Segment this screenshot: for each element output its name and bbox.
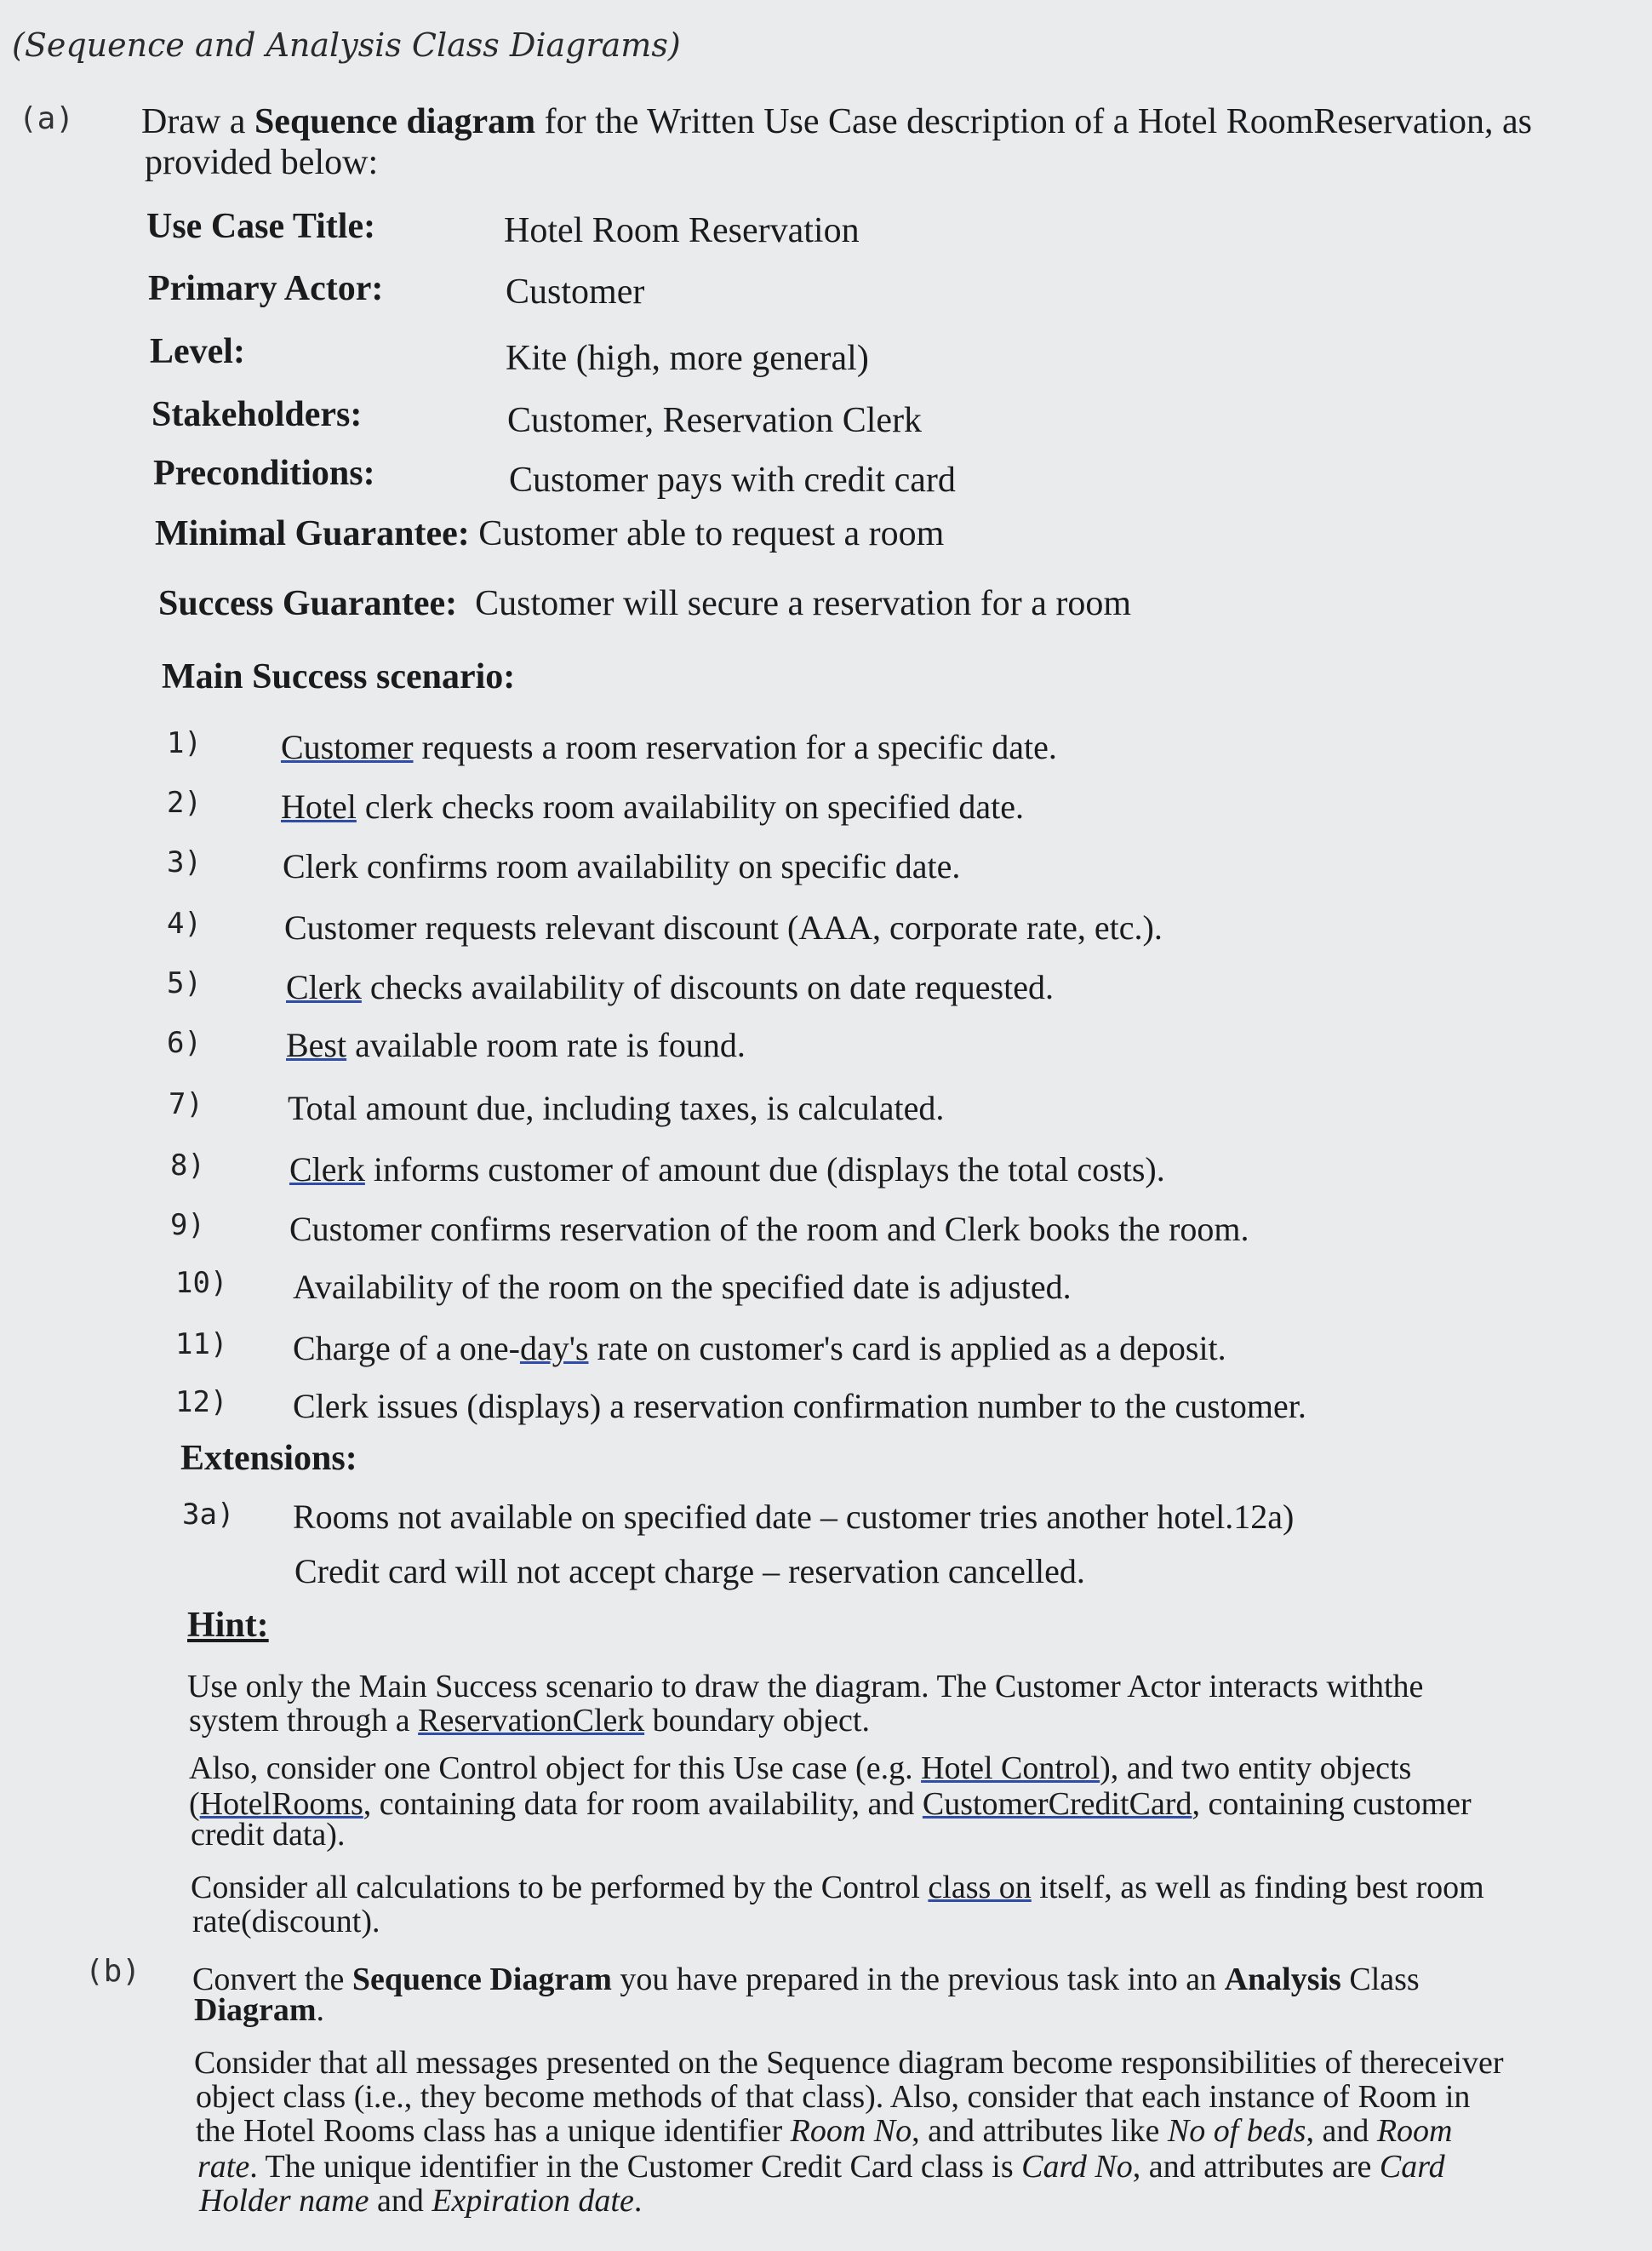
scenario-title: Main Success scenario: [162, 657, 516, 696]
field-label: Stakeholders: [151, 395, 363, 434]
hint-underlined: Hotel Control [921, 1750, 1100, 1786]
hint-text: boundary object. [644, 1703, 870, 1738]
step-number: 2) [167, 786, 202, 820]
step-underlined: Customer [281, 728, 414, 766]
extensions-title: Extensions: [180, 1439, 357, 1478]
hint-line [189, 1704, 870, 1737]
step-number: 8) [170, 1148, 205, 1183]
extension-line: Credit card will not accept charge – reservation cancelled. [294, 1552, 1085, 1590]
part-b-line2 [194, 1994, 324, 2026]
step-number: 9) [170, 1208, 205, 1242]
field-value: Customer pays with credit card [509, 461, 956, 500]
hint-underlined: class on [928, 1870, 1032, 1905]
hint-text: ( [189, 1786, 200, 1822]
hint-text: Consider all calculations to be performed by the Control [191, 1870, 929, 1905]
field-label: Primary Actor: [148, 269, 384, 308]
part-b-italic: Room [1376, 2113, 1453, 2149]
step-text: Clerk issues (displays) a reservation confirmation number to the customer. [293, 1387, 1306, 1425]
hint-text: system through a [189, 1703, 419, 1738]
step-number: 11) [175, 1327, 228, 1361]
part-b-para: Consider that all messages presented on the Sequence diagram become responsibilities of thereceiver [194, 2045, 1504, 2081]
part-a-intro [141, 104, 1532, 140]
hint-underlined: CustomerCreditCard [922, 1786, 1192, 1822]
part-b-line1 [192, 1963, 1420, 1996]
hint-line: rate(discount). [192, 1904, 380, 1939]
step-text: Customer confirms reservation of the room and Clerk books the room. [289, 1210, 1249, 1248]
step-underlined: day's [519, 1329, 589, 1367]
part-b-label: (b) [85, 1954, 141, 1989]
step-text [281, 730, 1057, 765]
hint-underlined: HotelRooms [199, 1786, 363, 1822]
field-value: Kite (high, more general) [506, 339, 869, 378]
step-rest: rate on customer's card is applied as a deposit. [588, 1329, 1226, 1367]
field-value: Customer, Reservation Clerk [507, 401, 923, 440]
step-text [281, 790, 1024, 824]
step-text [286, 1028, 746, 1062]
hint-line: Use only the Main Success scenario to draw the diagram. The Customer Actor interacts withthe [187, 1669, 1424, 1704]
part-b-text: , and attributes are [1132, 2149, 1380, 2185]
field-value: Customer able to request a room [478, 514, 945, 553]
extension-label: 3a) [182, 1498, 235, 1532]
part-a-intro-line2: provided below: [145, 143, 379, 182]
part-b-text: , and [1306, 2113, 1377, 2149]
field-label: Use Case Title: [146, 207, 376, 246]
hint-text: , containing data for room availability, and [363, 1786, 923, 1822]
intro-text-post: for the Written Use Case description of a Hotel RoomReservation, as [535, 102, 1533, 141]
step-rest: available room rate is found. [346, 1026, 746, 1064]
step-underlined: Best [286, 1026, 347, 1064]
success-guarantee [158, 586, 1131, 621]
minimal-guarantee [155, 516, 944, 552]
part-b-para [197, 2151, 1445, 2183]
hint-line [189, 1752, 1411, 1784]
step-underlined: Clerk [289, 1150, 365, 1189]
step-number: 5) [167, 966, 202, 1000]
hint-title: Hint: [187, 1606, 269, 1645]
step-pre: Charge of a one- [293, 1329, 520, 1367]
step-text [286, 968, 1054, 1006]
step-text [293, 1329, 1226, 1367]
part-b-text: , and attributes like [912, 2113, 1168, 2149]
step-number: 12) [175, 1385, 228, 1419]
step-number: 6) [167, 1026, 202, 1060]
field-value: Customer will secure a reservation for a room [475, 584, 1132, 623]
extension-line: Rooms not available on specified date – customer tries another hotel.12a) [293, 1498, 1295, 1536]
step-underlined: Clerk [286, 968, 362, 1006]
part-b-text: Convert the [192, 1962, 352, 1997]
hint-line: credit data). [191, 1817, 346, 1853]
hint-underlined: ReservationClerk [418, 1703, 645, 1738]
part-b-bold: Diagram [194, 1992, 317, 2028]
part-b-bold: Sequence Diagram [352, 1962, 612, 1997]
field-label: Minimal Guarantee: [155, 514, 470, 553]
step-number: 7) [169, 1087, 203, 1121]
step-text: Total amount due, including taxes, is calculated. [288, 1089, 945, 1127]
part-a-label: (a) [19, 101, 75, 136]
part-b-italic: Holder name [199, 2183, 369, 2219]
part-b-bold: Analysis [1224, 1962, 1341, 1997]
part-b-text: . The unique identifier in the Customer Credit Card class is [249, 2149, 1022, 2185]
part-b-italic: rate [197, 2149, 250, 2185]
hint-text: ), and two entity objects [1100, 1750, 1412, 1786]
step-underlined: Hotel [281, 788, 357, 826]
step-number: 10) [175, 1266, 228, 1300]
part-b-text: and [369, 2183, 432, 2219]
part-b-text: . [316, 1992, 325, 2028]
field-label: Preconditions: [153, 454, 375, 493]
field-value: Customer [506, 272, 645, 312]
step-rest: clerk checks room availability on specified date. [356, 788, 1025, 826]
part-b-italic: No of beds [1167, 2113, 1306, 2149]
step-text: Availability of the room on the specified date is adjusted. [293, 1268, 1072, 1306]
field-value: Hotel Room Reservation [504, 211, 860, 250]
part-b-text: Class [1340, 1962, 1420, 1997]
hint-line [191, 1871, 1484, 1904]
part-b-italic: Card No [1021, 2149, 1133, 2185]
step-number: 4) [167, 907, 202, 941]
hint-text: itself, as well as finding best room [1031, 1870, 1484, 1905]
part-b-para [196, 2115, 1452, 2147]
intro-text: Draw a [141, 102, 254, 141]
page-heading: (Sequence and Analysis Class Diagrams) [12, 26, 681, 64]
step-rest: informs customer of amount due (displays the total costs). [364, 1150, 1165, 1189]
field-label: Level: [150, 332, 245, 371]
step-text: Clerk confirms room availability on specific date. [283, 847, 961, 885]
step-number: 3) [167, 845, 202, 879]
part-b-italic: Room No [790, 2113, 912, 2149]
hint-line [189, 1788, 1472, 1820]
part-b-text: you have prepared in the previous task into an [611, 1962, 1225, 1997]
step-rest: requests a room reservation for a specific date. [413, 728, 1057, 766]
part-b-para: object class (i.e., they become methods of that class). Also, consider that each instance of Room in [196, 2079, 1471, 2115]
step-text: Customer requests relevant discount (AAA, corporate rate, etc.). [284, 908, 1163, 947]
step-rest: checks availability of discounts on date requested. [361, 968, 1054, 1006]
part-b-text: the Hotel Rooms class has a unique identifier [196, 2113, 791, 2149]
hint-text: Also, consider one Control object for this Use case (e.g. [189, 1750, 922, 1786]
part-b-para [199, 2185, 642, 2217]
intro-bold: Sequence diagram [254, 102, 536, 141]
part-b-text: . [633, 2183, 643, 2219]
step-text [289, 1150, 1165, 1189]
field-label: Success Guarantee: [158, 584, 458, 623]
part-b-italic: Expiration date [432, 2183, 634, 2219]
hint-text: , containing customer [1192, 1786, 1472, 1822]
step-number: 1) [167, 726, 202, 760]
part-b-italic: Card [1379, 2149, 1445, 2185]
